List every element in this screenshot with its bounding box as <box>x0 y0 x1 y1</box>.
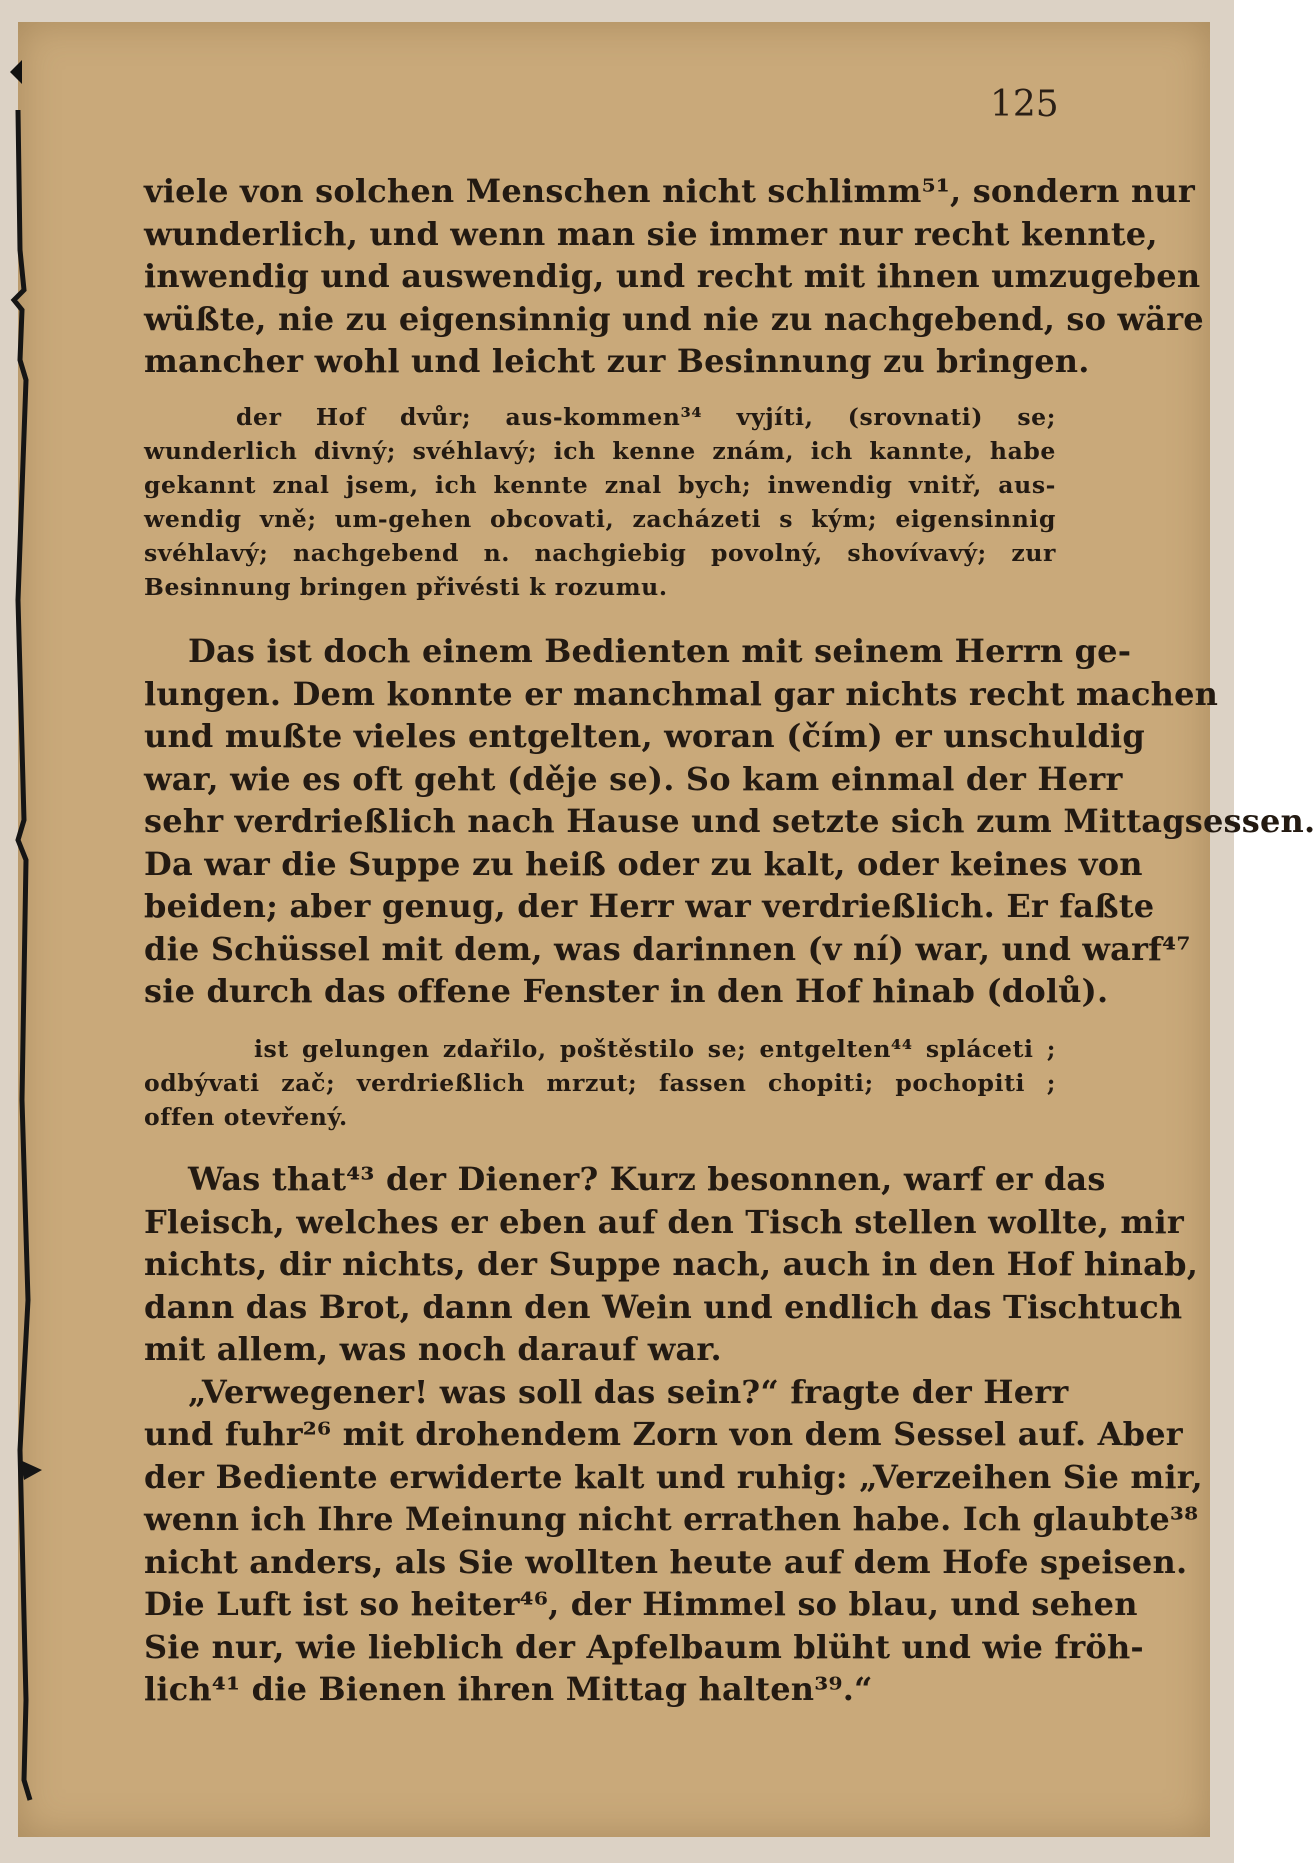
text-line: Fleisch, welches er eben auf den Tisch stellen wollte, mir <box>144 1202 1184 1241</box>
text-line: Was that⁴³ der Diener? Kurz besonnen, warf er das <box>188 1160 1106 1198</box>
text-line: der Bediente erwiderte kalt und ruhig: „Verzeihen Sie mir, <box>144 1457 1203 1496</box>
text-line: wüßte, nie zu eigensinnig und nie zu nachgebend, so wäre <box>144 299 1204 338</box>
text-line: sehr verdrießlich nach Hause und setzte sich zum Mittagsessen. <box>144 802 1315 840</box>
text-line: nicht anders, als Sie wollten heute auf dem Hofe speisen. <box>144 1542 1188 1581</box>
text-line: dann das Brot, dann den Wein und endlich das Tischtuch <box>144 1287 1183 1326</box>
text-line: die Schüssel mit dem, was darinnen (v ní) war, und warf⁴⁷ <box>144 929 1191 968</box>
text-line: wunderlich, und wenn man sie immer nur recht kennte, <box>144 214 1158 253</box>
text-line: und fuhr²⁶ mit drohendem Zorn von dem Sessel auf. Aber <box>144 1415 1183 1453</box>
vocabulary-gloss-2 <box>144 1032 1056 1134</box>
text-line: und mußte vieles entgelten, woran (čím) er unschuldig <box>144 717 1145 755</box>
paragraph-3 <box>144 1158 1203 1711</box>
text-line: war, wie es oft geht (děje se). So kam einmal der Herr <box>144 759 1123 798</box>
gloss-line: svéhlavý; nachgebend n. nachgiebig povolný, shovívavý; zur <box>144 539 1056 567</box>
text-line: nichts, dir nichts, der Suppe nach, auch in den Hof hinab, <box>144 1245 1199 1283</box>
gloss-line: wunderlich divný; svéhlavý; ich kenne znám, ich kannte, habe <box>144 437 1056 465</box>
text-line: Das ist doch einem Bedienten mit seinem Herrn ge- <box>188 632 1132 670</box>
page-binding-edge <box>0 0 60 1863</box>
text-line: inwendig und auswendig, und recht mit ihnen umzugeben <box>144 257 1201 295</box>
text-line: „Verwegener! was soll das sein?“ fragte der Herr <box>188 1372 1069 1411</box>
text-line: beiden; aber genug, der Herr war verdrießlich. Er faßte <box>144 887 1155 925</box>
text-line: Da war die Suppe zu heiß oder zu kalt, oder keines von <box>144 844 1143 883</box>
vocabulary-gloss-1 <box>144 400 1056 604</box>
gloss-line: odbývati zač; verdrießlich mrzut; fassen chopiti; pochopiti ; <box>144 1069 1056 1097</box>
text-line: mit allem, was noch darauf war. <box>144 1330 722 1368</box>
paragraph-1 <box>144 170 1204 383</box>
text-line: lungen. Dem konnte er manchmal gar nichts recht machen <box>144 674 1219 713</box>
text-line: wenn ich Ihre Meinung nicht errathen habe. Ich glaubte³⁸ <box>144 1500 1199 1538</box>
gloss-line: der Hof dvůr; aus-kommen³⁴ vyjíti, (srovnati) se; <box>236 403 1056 431</box>
page-number: 125 <box>990 84 1059 125</box>
gloss-line: ist gelungen zdařilo, poštěstilo se; entgelten⁴⁴ spláceti ; <box>254 1035 1056 1063</box>
text-line: Die Luft ist so heiter⁴⁶, der Himmel so blau, und sehen <box>144 1585 1138 1623</box>
text-line: lich⁴¹ die Bienen ihren Mittag halten³⁹.“ <box>144 1670 873 1708</box>
gloss-line: wendig vně; um-gehen obcovati, zacházeti s kým; eigensinnig <box>144 505 1056 533</box>
gloss-line: Besinnung bringen přivésti k rozumu. <box>144 573 668 601</box>
text-line: sie durch das offene Fenster in den Hof hinab (dolů). <box>144 972 1109 1010</box>
text-line: viele von solchen Menschen nicht schlimm⁵¹, sondern nur <box>144 172 1195 210</box>
paragraph-2 <box>144 630 1315 1013</box>
gloss-line: offen otevřený. <box>144 1103 348 1131</box>
gloss-line: gekannt znal jsem, ich kennte znal bych; inwendig vnitř, aus- <box>144 471 1056 499</box>
text-line: Sie nur, wie lieblich der Apfelbaum blüht und wie fröh- <box>144 1627 1144 1666</box>
text-line: mancher wohl und leicht zur Besinnung zu bringen. <box>144 342 1090 380</box>
